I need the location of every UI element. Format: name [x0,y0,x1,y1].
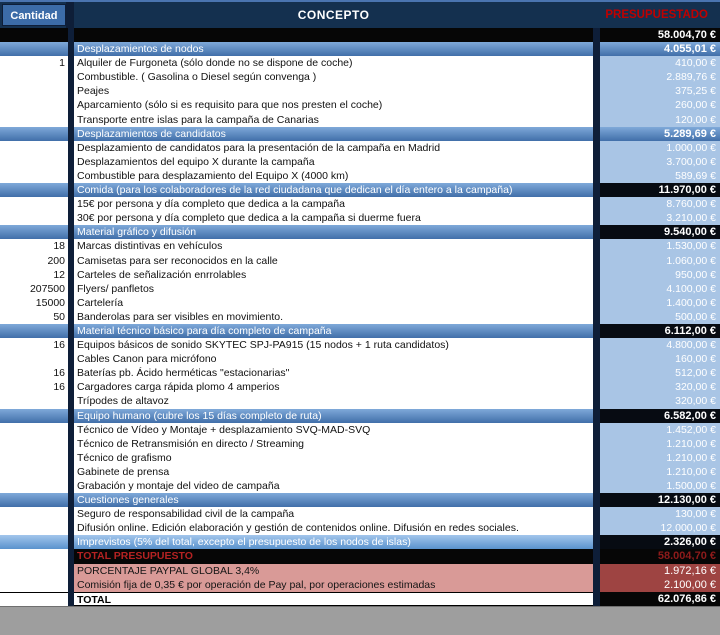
table-row [0,465,720,479]
concepto-cell[interactable]: Combustible para desplazamiento del Equipo X (4000 km) [74,169,593,183]
concepto-cell[interactable]: Baterías pb. Ácido herméticas "estacionarias" [74,366,593,380]
table-row [0,141,720,155]
column-divider [593,423,600,437]
cantidad-cell[interactable] [0,113,68,127]
concepto-cell[interactable]: Difusión online. Edición elaboración y gestión de contenidos online. Difusión en redes sociales. [74,521,593,535]
cantidad-cell[interactable] [0,352,68,366]
table-row [0,268,720,282]
column-divider [593,380,600,394]
cantidad-cell[interactable] [0,394,68,408]
concepto-cell[interactable]: Desplazamiento de candidatos para la presentación de la campaña en Madrid [74,141,593,155]
column-divider [593,366,600,380]
cantidad-cell[interactable] [0,521,68,535]
value-cell[interactable]: 1.452,00 € [600,423,720,437]
table-row [0,578,720,592]
concepto-cell[interactable]: 15€ por persona y día completo que dedica a la campaña [74,197,593,211]
cantidad-cell[interactable] [0,98,68,112]
concepto-cell[interactable]: Gabinete de prensa [74,465,593,479]
value-cell[interactable]: 4.100,00 € [600,282,720,296]
table-header-row [0,0,720,28]
column-divider [593,42,600,56]
value-cell[interactable]: 2.889,76 € [600,70,720,84]
table-row [0,183,720,197]
column-divider [593,549,600,563]
value-cell[interactable]: 1.210,00 € [600,437,720,451]
cantidad-cell[interactable] [0,183,68,197]
column-divider [593,592,600,606]
column-divider [593,578,600,592]
table-row [0,451,720,465]
table-body [0,28,720,606]
cantidad-cell[interactable] [0,127,68,141]
value-cell[interactable]: 58.004,70 € [600,549,720,563]
column-divider [593,127,600,141]
value-cell[interactable]: 500,00 € [600,310,720,324]
table-row [0,535,720,549]
concepto-cell[interactable]: Equipo humano (cubre los 15 días completo de ruta) [74,409,593,423]
concepto-cell[interactable]: TOTAL PRESUPUESTO [74,549,593,563]
column-divider [593,535,600,549]
value-cell[interactable]: 11.970,00 € [600,183,720,197]
value-cell[interactable]: 160,00 € [600,352,720,366]
cantidad-cell[interactable] [0,451,68,465]
column-divider [593,141,600,155]
table-row [0,592,720,606]
value-cell[interactable]: 375,25 € [600,84,720,98]
column-divider [593,352,600,366]
table-row [0,282,720,296]
table-row [0,225,720,239]
column-divider [593,183,600,197]
concepto-cell[interactable]: Alquiler de Furgoneta (sólo donde no se dispone de coche) [74,56,593,70]
cantidad-cell[interactable] [0,564,68,578]
value-cell[interactable]: 4.055,01 € [600,42,720,56]
table-row [0,113,720,127]
value-cell[interactable]: 3.700,00 € [600,155,720,169]
table-row [0,564,720,578]
cantidad-cell[interactable] [0,155,68,169]
table-row [0,493,720,507]
column-divider [593,310,600,324]
concepto-cell[interactable]: Camisetas para ser reconocidos en la calle [74,254,593,268]
column-divider [593,211,600,225]
cantidad-cell[interactable] [0,197,68,211]
cantidad-cell[interactable] [0,549,68,563]
value-cell[interactable]: 120,00 € [600,113,720,127]
value-cell[interactable]: 589,69 € [600,169,720,183]
table-row [0,352,720,366]
table-row [0,127,720,141]
concepto-cell[interactable]: Combustible. ( Gasolina o Diesel según convenga ) [74,70,593,84]
table-row [0,437,720,451]
column-divider [593,225,600,239]
value-cell[interactable]: 130,00 € [600,507,720,521]
concepto-cell[interactable]: Transporte entre islas para la campaña de Canarias [74,113,593,127]
column-divider [593,239,600,253]
table-row [0,169,720,183]
cantidad-cell[interactable] [0,324,68,338]
column-divider [593,268,600,282]
concepto-cell[interactable]: TOTAL [74,592,593,606]
concepto-cell[interactable]: Desplazamientos de candidatos [74,127,593,141]
column-divider [593,56,600,70]
cantidad-cell[interactable] [0,225,68,239]
column-divider [593,282,600,296]
table-row [0,239,720,253]
worksheet-background [0,606,720,635]
cantidad-cell[interactable] [0,578,68,592]
column-divider [593,451,600,465]
cantidad-cell[interactable] [0,493,68,507]
cantidad-cell[interactable] [0,437,68,451]
cantidad-cell[interactable]: 200 [0,254,68,268]
concepto-cell[interactable]: Aparcamiento (sólo si es requisito para que nos presten el coche) [74,98,593,112]
concepto-cell[interactable]: Grabación y montaje del video de campaña [74,479,593,493]
value-cell[interactable]: 1.500,00 € [600,479,720,493]
cantidad-cell[interactable] [0,465,68,479]
column-divider [593,493,600,507]
column-divider [66,2,74,28]
table-row [0,394,720,408]
value-cell[interactable]: 3.210,00 € [600,211,720,225]
column-divider [593,465,600,479]
table-row [0,42,720,56]
concepto-cell[interactable]: Material técnico básico para día completo de campaña [74,324,593,338]
column-header-presupuestado[interactable]: PRESUPUESTADO [605,9,709,21]
cantidad-cell[interactable] [0,28,68,42]
cantidad-cell[interactable]: 15000 [0,296,68,310]
column-divider [593,254,600,268]
table-row [0,423,720,437]
table-row [0,98,720,112]
table-row [0,549,720,563]
concepto-cell[interactable]: Cartelería [74,296,593,310]
value-cell[interactable]: 6.582,00 € [600,409,720,423]
column-divider [593,437,600,451]
column-divider [593,98,600,112]
table-row [0,380,720,394]
concepto-cell[interactable]: Carteles de señalización enrrolables [74,268,593,282]
column-divider [593,324,600,338]
concepto-cell[interactable]: Banderolas para ser visibles en movimiento. [74,310,593,324]
value-cell[interactable]: 1.000,00 € [600,141,720,155]
table-row [0,366,720,380]
table-row [0,84,720,98]
cantidad-cell[interactable] [0,84,68,98]
concepto-cell[interactable]: Desplazamientos del equipo X durante la campaña [74,155,593,169]
table-row [0,56,720,70]
cantidad-cell[interactable] [0,479,68,493]
concepto-cell[interactable]: Cargadores carga rápida plomo 4 amperios [74,380,593,394]
cantidad-cell[interactable]: 16 [0,366,68,380]
cantidad-cell[interactable] [0,535,68,549]
value-cell[interactable]: 12.000,00 € [600,521,720,535]
concepto-cell[interactable]: Flyers/ panfletos [74,282,593,296]
value-cell[interactable]: 1.060,00 € [600,254,720,268]
concepto-cell[interactable]: Peajes [74,84,593,98]
column-divider [593,479,600,493]
concepto-cell[interactable] [74,28,593,42]
value-cell[interactable]: 320,00 € [600,380,720,394]
column-header-concepto[interactable]: CONCEPTO [297,8,370,22]
value-cell[interactable]: 1.210,00 € [600,451,720,465]
value-cell[interactable]: 1.530,00 € [600,239,720,253]
table-row [0,479,720,493]
concepto-cell[interactable]: Técnico de grafismo [74,451,593,465]
table-row [0,254,720,268]
value-cell[interactable]: 2.326,00 € [600,535,720,549]
table-row [0,324,720,338]
concepto-cell[interactable]: Equipos básicos de sonido SKYTEC SPJ-PA915 (15 nodos + 1 ruta candidatos) [74,338,593,352]
value-cell[interactable]: 9.540,00 € [600,225,720,239]
column-divider [593,70,600,84]
concepto-cell[interactable]: Técnico de Retransmisión en directo / Streaming [74,437,593,451]
concepto-cell[interactable]: Imprevistos (5% del total, excepto el presupuesto de los nodos de islas) [74,535,593,549]
table-row [0,310,720,324]
cantidad-cell[interactable] [0,423,68,437]
concepto-cell[interactable]: Comisión fija de 0,35 € por operación de Pay pal, por operaciones estimadas [74,578,593,592]
table-row [0,70,720,84]
value-cell[interactable]: 1.972,16 € [600,564,720,578]
value-cell[interactable]: 62.076,86 € [600,592,720,606]
cantidad-cell[interactable] [0,169,68,183]
column-divider [593,169,600,183]
concepto-cell[interactable]: PORCENTAJE PAYPAL GLOBAL 3,4% [74,564,593,578]
cantidad-cell[interactable] [0,141,68,155]
cantidad-cell[interactable]: 50 [0,310,68,324]
column-divider [593,296,600,310]
column-divider [593,507,600,521]
value-cell[interactable]: 410,00 € [600,56,720,70]
value-cell[interactable]: 12.130,00 € [600,493,720,507]
value-cell[interactable]: 58.004,70 € [600,28,720,42]
concepto-cell[interactable]: Cuestiones generales [74,493,593,507]
concepto-cell[interactable]: 30€ por persona y día completo que dedica a la campaña si duerme fuera [74,211,593,225]
cantidad-cell[interactable]: 16 [0,338,68,352]
value-cell[interactable]: 260,00 € [600,98,720,112]
table-row [0,296,720,310]
cantidad-cell[interactable] [0,592,68,606]
concepto-cell[interactable]: Desplazamientos de nodos [74,42,593,56]
table-row [0,338,720,352]
concepto-cell[interactable]: Seguro de responsabilidad civil de la campaña [74,507,593,521]
value-cell[interactable]: 320,00 € [600,394,720,408]
column-divider [593,338,600,352]
cantidad-cell[interactable]: 16 [0,380,68,394]
table-row [0,197,720,211]
concepto-cell[interactable]: Material gráfico y difusión [74,225,593,239]
cantidad-cell[interactable]: 1 [0,56,68,70]
column-divider [593,155,600,169]
table-row [0,507,720,521]
column-divider [593,394,600,408]
table-row [0,409,720,423]
table-row [0,28,720,42]
column-divider [593,197,600,211]
cantidad-cell[interactable]: 18 [0,239,68,253]
cantidad-cell[interactable] [0,42,68,56]
cantidad-cell[interactable] [0,70,68,84]
cantidad-cell[interactable]: 207500 [0,282,68,296]
value-cell[interactable]: 1.400,00 € [600,296,720,310]
concepto-cell[interactable]: Cables Canon para micrófono [74,352,593,366]
concepto-cell[interactable]: Técnico de Vídeo y Montaje + desplazamiento SVQ-MAD-SVQ [74,423,593,437]
concepto-cell[interactable]: Comida (para los colaboradores de la red ciudadana que dedican el día entero a la campaña) [74,183,593,197]
cantidad-cell[interactable] [0,507,68,521]
value-cell[interactable]: 8.760,00 € [600,197,720,211]
column-divider [593,28,600,42]
table-row [0,521,720,535]
column-divider [593,113,600,127]
column-divider [593,84,600,98]
value-cell[interactable]: 4.800,00 € [600,338,720,352]
cantidad-cell[interactable] [0,409,68,423]
column-divider [593,409,600,423]
value-cell[interactable]: 6.112,00 € [600,324,720,338]
value-cell[interactable]: 2.100,00 € [600,578,720,592]
concepto-cell[interactable]: Trípodes de altavoz [74,394,593,408]
cantidad-cell[interactable] [0,211,68,225]
column-header-cantidad[interactable]: Cantidad [2,4,66,26]
table-row [0,211,720,225]
column-divider [593,564,600,578]
value-cell[interactable]: 5.289,69 € [600,127,720,141]
value-cell[interactable]: 950,00 € [600,268,720,282]
column-divider [593,521,600,535]
table-row [0,155,720,169]
cantidad-cell[interactable]: 12 [0,268,68,282]
value-cell[interactable]: 512,00 € [600,366,720,380]
concepto-cell[interactable]: Marcas distintivas en vehículos [74,239,593,253]
value-cell[interactable]: 1.210,00 € [600,465,720,479]
